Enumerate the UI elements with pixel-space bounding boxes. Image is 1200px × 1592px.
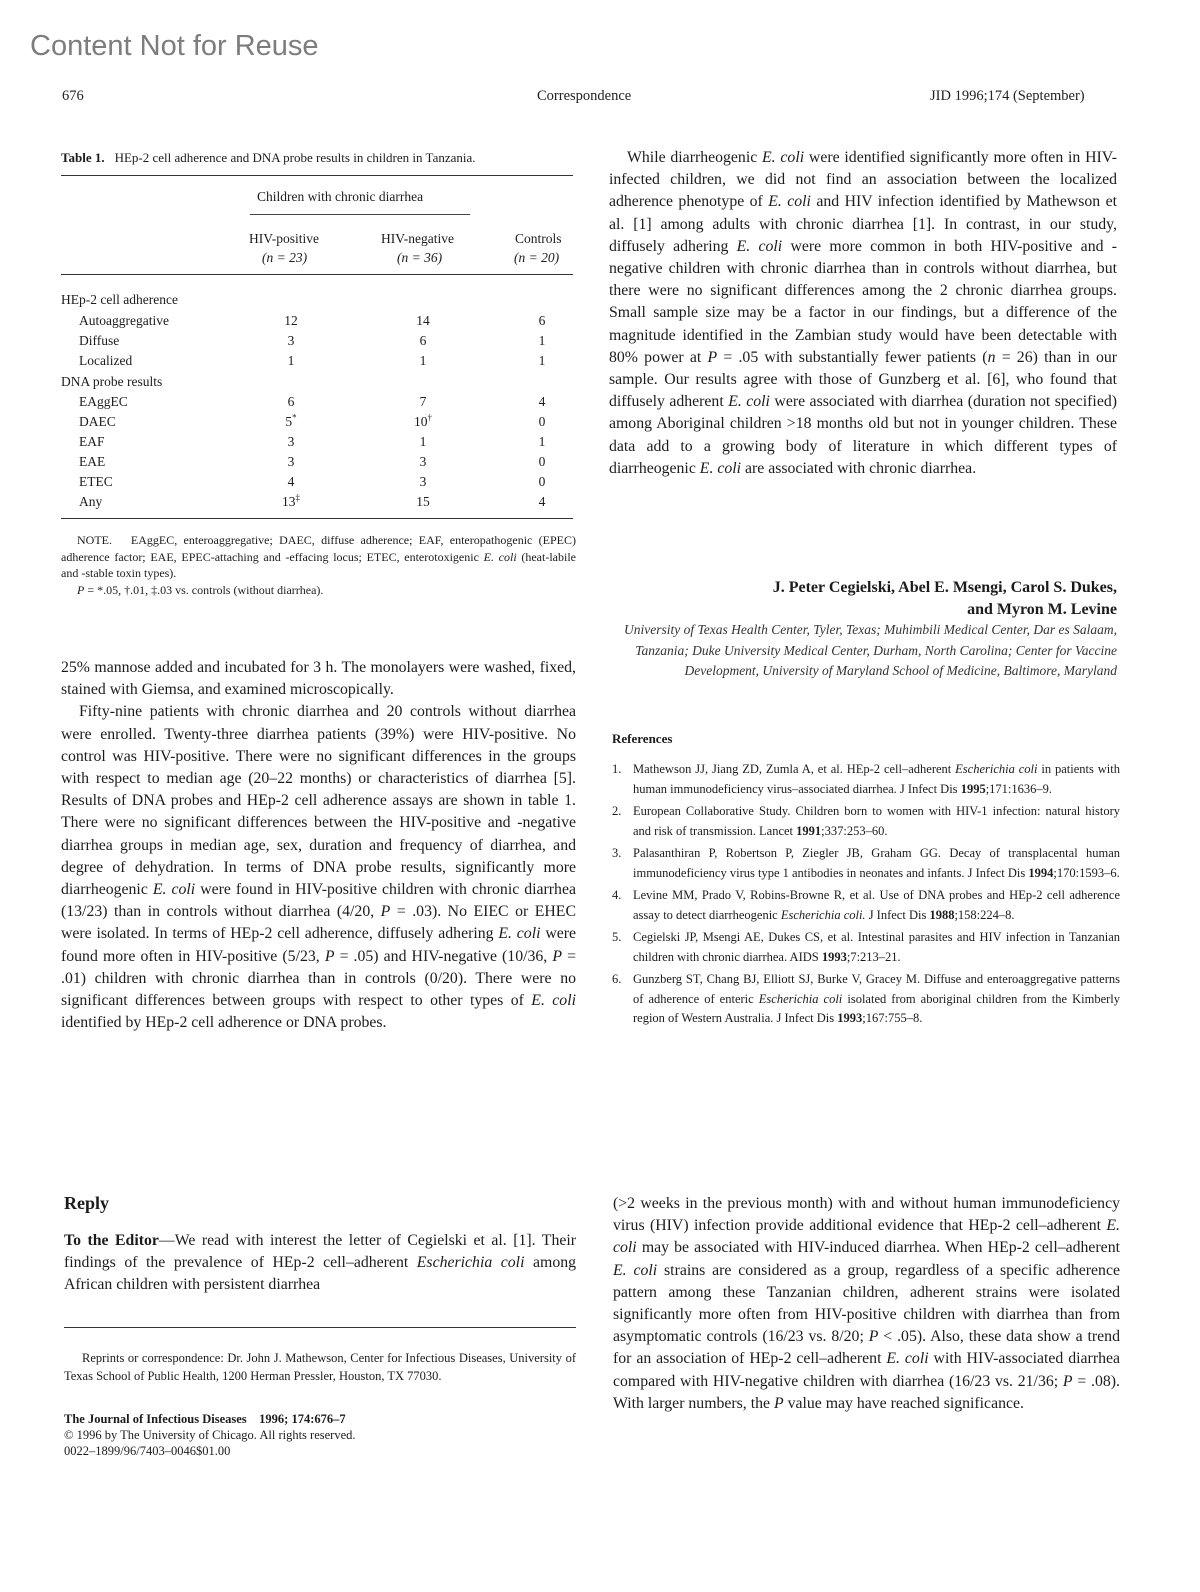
references-heading: References xyxy=(612,731,673,746)
table-note: NOTE. EAggEC, enteroaggregative; DAEC, diffuse adherence; EAF, enteropathogenic (EPEC) adherence factor; EAE, EPEC-attaching and -effacing locus; ETEC, enterotoxigenic E. coli (heat-labile and -stable toxin types). P = *.05, †.01, ‡.03 vs. controls (without diarrhea). xyxy=(61,533,577,597)
cell: 4 xyxy=(538,394,546,409)
reference-item: 4. Levine MM, Prado V, Robins-Browne R, et al. Use of DNA probes and HEp-2 cell adherence assay to detect diarrheogenic Escherichia coli. J Infect Dis 1988;158:224–8. xyxy=(612,888,1120,922)
col-header-hiv-positive: HIV-positive xyxy=(249,231,319,246)
reprints-note: Reprints or correspondence: Dr. John J. Mathewson, Center for Infectious Diseases, University of Texas School of Public Health, 1200 Herman Pressler, Houston, TX 77030. xyxy=(64,1351,576,1383)
row-label: EAF xyxy=(79,434,105,449)
right-body-text xyxy=(609,147,1117,480)
watermark: Content Not for Reuse xyxy=(30,30,319,62)
reference-list xyxy=(612,760,1120,1032)
cell: 7 xyxy=(419,394,427,409)
cell: 1 xyxy=(419,434,427,449)
paragraph: (>2 weeks in the previous month) with and without human immunodeficiency virus (HIV) infection provide additional evidence that HEp-2 cell–adherent E. coli may be associated with HIV-induced diarrhea. When HEp-2 cell–adherent E. coli strains are considered as a group, regardless of a specific adherence pattern among these Tanzanian children, adherent strains were isolated significantly more often from HIV-positive children with diarrhea than from asymptomatic controls (16/23 vs. 8/20; P < .05). Also, these data show a trend for an association of HEp-2 cell–adherent E. coli with HIV-associated diarrhea compared with HIV-negative children with diarrhea (16/23 vs. 21/36; P = .08). With larger numbers, the P value may have reached significance. xyxy=(613,1195,1120,1412)
cell: 0 xyxy=(538,414,546,429)
cell: 14 xyxy=(416,313,430,328)
issn: 0022–1899/96/7403–0046$01.00 xyxy=(64,1444,231,1458)
cell: 3 xyxy=(287,434,295,449)
table-bottom-rule xyxy=(61,518,573,519)
table-section-heading: HEp-2 cell adherence xyxy=(61,292,178,307)
reply-heading: Reply xyxy=(64,1193,109,1213)
significance-mark: ‡ xyxy=(295,492,300,503)
cell: 1 xyxy=(287,353,295,368)
col-n-hiv-positive: (n = 23) xyxy=(262,250,308,265)
cell: 0 xyxy=(538,474,546,489)
cell: 3 xyxy=(287,454,295,469)
cell: 1 xyxy=(419,353,427,368)
cell: 4 xyxy=(538,494,546,509)
table-group-header: Children with chronic diarrhea xyxy=(257,189,424,204)
table-caption xyxy=(61,150,476,166)
cell: 15 xyxy=(416,494,430,509)
reference-item: 3. Palasanthiran P, Robertson P, Ziegler JB, Graham GG. Decay of transplacental human immunodeficiency virus type 1 antibodies in neonates and infants. J Infect Dis 1994;170:1593–6. xyxy=(612,846,1120,880)
col-n-hiv-negative: (n = 36) xyxy=(397,250,443,265)
paragraph: While diarrheogenic E. coli were identified significantly more often in HIV-infected children, we did not find an association between the localized adherence phenotype of E. coli and HIV infection identified by Mathewson et al. [1] among adults with chronic diarrhea [1]. In contrast, in our study, diffusely adhering E. coli were more common in both HIV-positive and -negative children with chronic diarrhea than in controls without diarrhea, but there were no significant differences among the 2 chronic diarrhea groups. Small sample size may be a factor in our findings, but a difference of the magnitude identified in the Zambian study would have been detectable with 80% power at P = .05 with substantially fewer patients (n = 26) than in our sample. Our results agree with those of Gunzberg et al. [6], who found that diffusely adherent E. coli were associated with diarrhea (duration not specified) among Aboriginal children >18 months old but not in younger children. These data add to a growing body of literature in which different types of diarrheogenic E. coli are associated with chronic diarrhea. xyxy=(609,149,1118,477)
row-label: EAE xyxy=(79,454,106,469)
significance-mark: † xyxy=(427,412,432,423)
footnote-rule xyxy=(64,1327,576,1328)
paragraph: To the Editor—We read with interest the letter of Cegielski et al. [1]. Their findings of the prevalence of HEp-2 cell–adherent Escherichia coli among African children with persistent diarrhea xyxy=(64,1232,577,1294)
row-label: Diffuse xyxy=(79,333,120,348)
author-affiliation: University of Texas Health Center, Tyler, Texas; Muhimbili Medical Center, Dar es Salaam, Tanzania; Duke University Medical Center, Durham, North Carolina; Center for Vaccine Development, University of Maryland School of Medicine, Baltimore, Maryland xyxy=(624,622,1117,678)
row-label: ETEC xyxy=(79,474,113,489)
copyright: © 1996 by The University of Chicago. All rights reserved. xyxy=(64,1428,356,1442)
table-title: HEp-2 cell adherence and DNA probe results in children in Tanzania. xyxy=(114,150,476,165)
cell: 6 xyxy=(287,394,295,409)
row-label: EAggEC xyxy=(79,394,128,409)
journal-citation: The Journal of Infectious Diseases 1996; 174:676–7 © 1996 by The University of Chicago. All rights reserved. 0022–1899/96/7403–0046$01.00 xyxy=(64,1412,356,1458)
reference-item: 5. Cegielski JP, Msengi AE, Dukes CS, et al. Intestinal parasites and HIV infection in Tanzanian children with chronic diarrhea. AIDS 1993;7:213–21. xyxy=(612,930,1120,964)
col-header-hiv-negative: HIV-negative xyxy=(381,231,454,246)
cell: 3 xyxy=(419,474,427,489)
cell: 5* xyxy=(285,412,297,429)
cell: 4 xyxy=(287,474,295,489)
reply-text-left xyxy=(64,1230,576,1297)
cell: 1 xyxy=(538,333,546,348)
row-label: Localized xyxy=(79,353,133,368)
cell: 6 xyxy=(419,333,427,348)
significance-mark: * xyxy=(292,412,297,423)
reference-item: 6. Gunzberg ST, Chang BJ, Elliott SJ, Burke V, Gracey M. Diffuse and enteroaggregative patterns of adherence of enteric Escherichia coli isolated from aboriginal children from the Kimberly region of Western Australia. J Infect Dis 1993;167:755–8. xyxy=(612,972,1121,1025)
cell: 1 xyxy=(538,434,546,449)
cell: 3 xyxy=(287,333,295,348)
cell: 6 xyxy=(538,313,546,328)
cell: 1 xyxy=(538,353,546,368)
reference-item: 1. Mathewson JJ, Jiang ZD, Zumla A, et al. HEp-2 cell–adherent Escherichia coli in patients with human immunodeficiency virus–associated diarrhea. J Infect Dis 1995;171:1636–9. xyxy=(612,762,1120,796)
cell: 3 xyxy=(419,454,427,469)
row-label: Any xyxy=(79,494,103,509)
section-title: Correspondence xyxy=(537,88,632,104)
paragraph: Fifty-nine patients with chronic diarrhea and 20 controls without diarrhea were enrolled. Twenty-three diarrhea patients (39%) were HIV-positive. No control was HIV-positive. There were no significant differences in the groups with respect to median age (20–22 months) or characteristics of diarrhea [5]. Results of DNA probes and HEp-2 cell adherence assays are shown in table 1. There were no significant differences between the HIV-positive and -negative diarrhea groups in median age, sex, duration and frequency of diarrhea, and degree of dehydration. In terms of DNA probe results, significantly more diarrheogenic E. coli were found in HIV-positive children with chronic diarrhea (13/23) than in controls without diarrhea (4/20, P = .03). No EIEC or EHEC were isolated. In terms of HEp-2 cell adherence, diffusely adhering E. coli were found more often in HIV-positive (5/23, P = .05) and HIV-negative (10/36, P = .01) children with chronic diarrhea than in controls (0/20). There were no significant differences between groups with respect to other types of E. coli identified by HEp-2 cell adherence or DNA probes. xyxy=(61,703,577,1032)
row-label: DAEC xyxy=(79,414,116,429)
left-body-text xyxy=(61,657,576,1034)
reference-item: 2. European Collaborative Study. Children born to women with HIV-1 infection: natural history and risk of transmission. Lancet 1991;337:253–60. xyxy=(612,804,1120,838)
cell: 0 xyxy=(538,454,546,469)
author-list: J. Peter Cegielski, Abel E. Msengi, Carol S. Dukes, and Myron M. Levine xyxy=(772,579,1117,618)
reply-lead: To the Editor xyxy=(64,1232,159,1249)
reply-text-right xyxy=(613,1193,1120,1415)
table-top-rule xyxy=(61,175,573,176)
row-label: Autoaggregative xyxy=(79,313,169,328)
col-n-controls: (n = 20) xyxy=(514,250,560,265)
cell: 12 xyxy=(284,313,298,328)
group-header-rule xyxy=(250,214,470,215)
cell: 10† xyxy=(414,412,432,429)
col-header-controls: Controls xyxy=(515,231,562,246)
cell: 13‡ xyxy=(282,492,300,509)
journal-issue: JID 1996;174 (September) xyxy=(930,88,1085,104)
table-header-rule xyxy=(61,274,573,275)
paragraph: 25% mannose added and incubated for 3 h. The monolayers were washed, fixed, stained with Giemsa, and examined microscopically. xyxy=(61,659,576,699)
page-number: 676 xyxy=(62,88,84,104)
table-label: Table 1. xyxy=(61,150,105,165)
table-section-heading: DNA probe results xyxy=(61,374,163,389)
